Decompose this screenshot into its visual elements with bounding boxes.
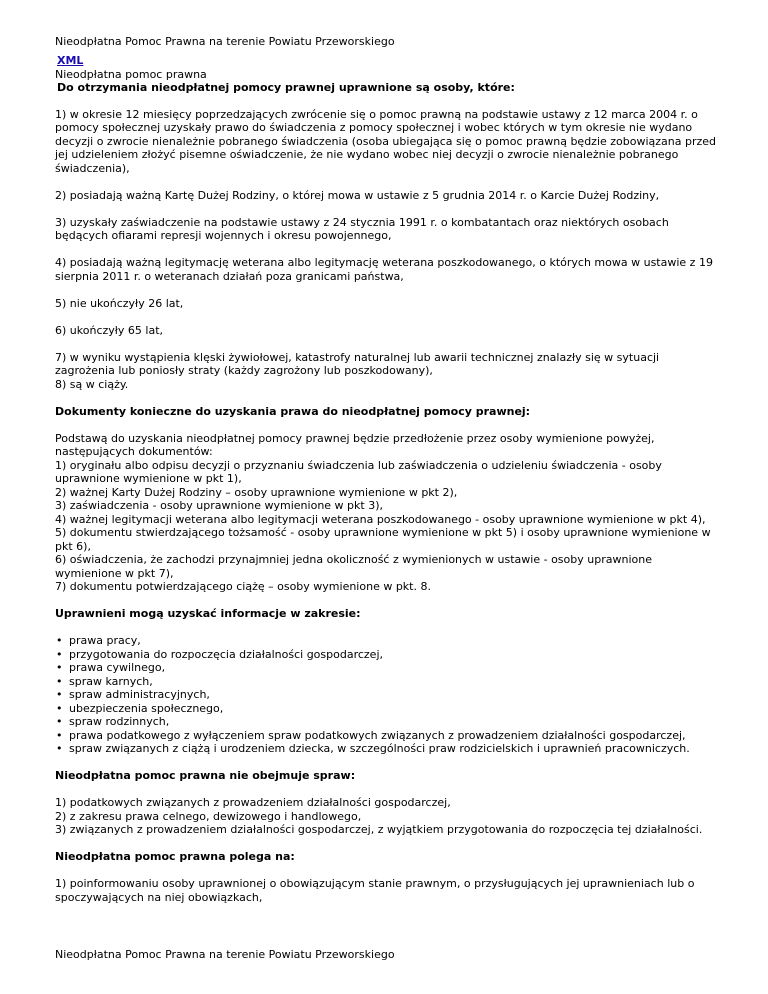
excluded-item-2: 2) z zakresu prawa celnego, dewizowego i handlowego, [55, 809, 362, 823]
eligible-item-5: 5) nie ukończyły 26 lat, [55, 296, 184, 310]
eligible-item-8: 8) są w ciąży. [55, 377, 129, 391]
excluded-block [55, 796, 720, 837]
documents-intro: Podstawą do uzyskania nieodpłatnej pomocy prawnej będzie przedłożenie przez osoby wymienione powyżej, następujących dokumentów: [55, 431, 655, 458]
eligible-item-2: 2) posiadają ważną Kartę Dużej Rodziny, o której mowa w ustawie z 5 grudnia 2014 r. o Karcie Dużej Rodziny, [55, 188, 660, 202]
eligible-item-3: 3) uzyskały zaświadczenie na podstawie ustawy z 24 stycznia 1991 r. o kombatantach oraz niektórych osobach będących ofiarami represji wojennych i okresu powojennego, [55, 215, 669, 242]
consists-item-1: 1) poinformowaniu osoby uprawnionej o obowiązującym stanie prawnym, o przysługujących jej uprawnieniach lub o spoczywających na niej obowiązkach, [55, 877, 695, 904]
scope-item: • spraw karnych, [69, 675, 720, 689]
category-label: Nieodpłatna pomoc prawna [55, 67, 207, 81]
documents-item-3: 3) zaświadczenia - osoby uprawnione wymienione w pkt 3), [55, 499, 383, 512]
eligibility-lead: Do otrzymania nieodpłatnej pomocy prawnej uprawnione są osoby, które: [57, 81, 515, 94]
documents-item-4: 4) ważnej legitymacji weterana albo legitymacji weterana poszkodowanego - osoby uprawnione wymienione w pkt 4), [55, 512, 706, 526]
documents-heading: Dokumenty konieczne do uzyskania prawa do nieodpłatnej pomocy prawnej: [55, 404, 531, 418]
consists-block [55, 877, 720, 904]
scope-item: • spraw administracyjnych, [69, 688, 720, 702]
page-footer: Nieodpłatna Pomoc Prawna na terenie Powiatu Przeworskiego [55, 948, 395, 961]
excluded-item-1: 1) podatkowych związanych z prowadzeniem działalności gospodarczej, [55, 796, 451, 809]
scope-heading: Uprawnieni mogą uzyskać informacje w zakresie: [55, 607, 361, 620]
documents-item-6: 6) oświadczenia, że zachodzi przynajmniej jedna okoliczność z wymienionych w ustawie - osoby uprawnione wymienione w pkt 7), [55, 553, 652, 580]
eligible-item-1: 1) w okresie 12 miesięcy poprzedzających zwrócenie się o pomoc prawną na podstawie ustawy z 12 marca 2004 r. o pomocy społecznej uzyskały prawo do świadczenia z pomocy społecznej i wobec których w tym okresie nie wydano decyzji o zwrocie nienależnie pobranego świadczenia (osoba ubiegająca się o pomoc prawną będzie zobowiązana przed jej udzieleniem złożyć pisemne oświadczenie, że nie wydano wobec niej decyzji o zwrocie nienależnie pobranego świadczenia), [55, 107, 717, 175]
documents-block [55, 432, 720, 594]
scope-item: • prawa cywilnego, [69, 661, 720, 675]
scope-list [55, 634, 720, 756]
documents-item-2: 2) ważnej Karty Dużej Rodziny – osoby uprawnione wymienione w pkt 2), [55, 485, 458, 499]
page-header: Nieodpłatna Pomoc Prawna na terenie Powiatu Przeworskiego [55, 35, 395, 48]
excluded-item-3: 3) związanych z prowadzeniem działalności gospodarczej, z wyjątkiem przygotowania do rozpoczęcia tej działalności. [55, 823, 703, 836]
scope-item: • prawa podatkowego z wyłączeniem spraw podatkowych związanych z prowadzeniem działalności gospodarczej, [69, 729, 720, 743]
scope-item: • spraw rodzinnych, [69, 715, 720, 729]
excluded-heading: Nieodpłatna pomoc prawna nie obejmuje spraw: [55, 769, 356, 782]
scope-item: • prawa pracy, [69, 634, 720, 648]
eligible-item-6: 6) ukończyły 65 lat, [55, 323, 164, 337]
documents-item-7: 7) dokumentu potwierdzającego ciążę – osoby wymienione w pkt. 8. [55, 580, 431, 593]
eligible-item-7-8 [55, 351, 720, 392]
eligible-item-4: 4) posiadają ważną legitymację weterana albo legitymację weterana poszkodowanego, o których mowa w ustawie z 19 sierpnia 2011 r. o weteranach działań poza granicami państwa, [55, 256, 713, 283]
documents-item-5: 5) dokumentu stwierdzającego tożsamość - osoby uprawnione wymienione w pkt 5) i osoby uprawnione wymienione w pkt 6), [55, 526, 711, 553]
scope-item: • ubezpieczenia społecznego, [69, 702, 720, 716]
xml-link[interactable]: XML [57, 54, 84, 67]
scope-item: • przygotowania do rozpoczęcia działalności gospodarczej, [69, 648, 720, 662]
consists-heading: Nieodpłatna pomoc prawna polega na: [55, 850, 295, 863]
eligible-item-7: 7) w wyniku wystąpienia klęski żywiołowej, katastrofy naturalnej lub awarii technicznej znalazły się w sytuacji zagrożenia lub poniosły straty (każdy zagrożony lub poszkodowany), [55, 350, 660, 377]
documents-item-1: 1) oryginału albo odpisu decyzji o przyznaniu świadczenia lub zaświadczenia o udzieleniu świadczenia - osoby uprawnione wymienione w pkt 1), [55, 458, 662, 485]
scope-item: • spraw związanych z ciążą i urodzeniem dziecka, w szczególności praw rodzicielskich i uprawnień pracowniczych. [69, 742, 720, 756]
document-content [55, 54, 720, 918]
